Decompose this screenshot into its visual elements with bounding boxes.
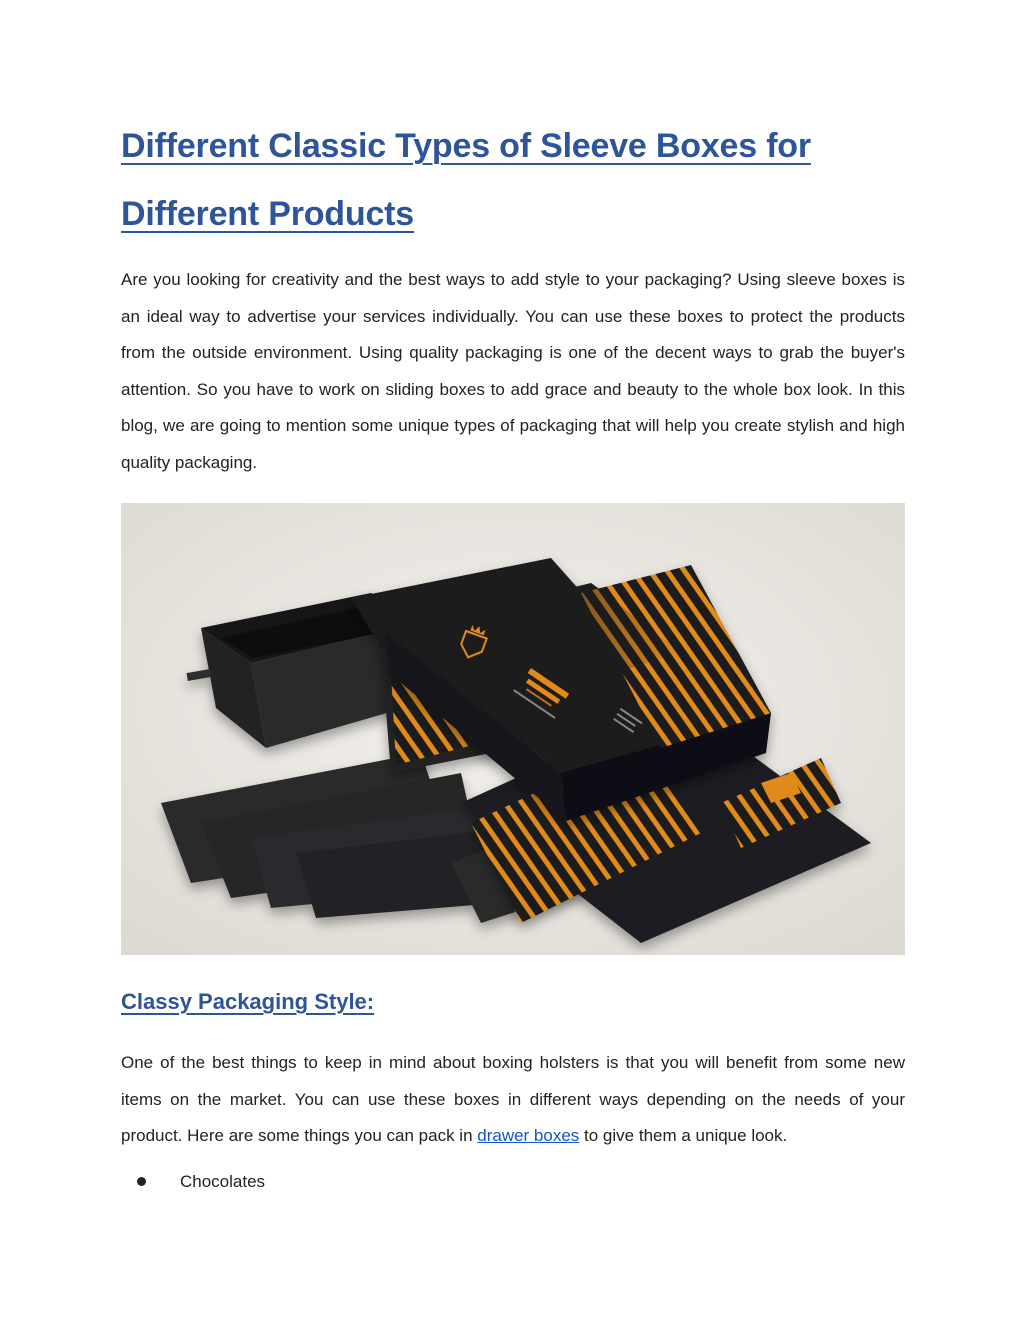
bullet-icon xyxy=(137,1177,146,1186)
article-title: Different Classic Types of Sleeve Boxes for Different Products xyxy=(121,127,811,233)
section-paragraph xyxy=(121,1045,905,1155)
intro-paragraph: Are you looking for creativity and the best ways to add style to your packaging? Using sleeve boxes is an ideal way to advertise your services individually. You can use these boxes to protect the products from the outside environment. Using quality packaging is one of the decent ways to grab the buyer's attention. So you have to work on sliding boxes to add grace and beauty to the whole box look. In this blog, we are going to mention some unique types of packaging that will help you create stylish and high quality packaging. xyxy=(121,270,905,472)
sleeve-boxes-photo xyxy=(121,503,905,955)
document-page xyxy=(121,112,905,1197)
list-item-label: Chocolates xyxy=(180,1171,266,1191)
list-item xyxy=(121,1167,905,1197)
section-text-start: One of the best things to keep in mind about boxing holsters is that you will benefit from some new items on the market. You can use these boxes in different ways depending on the needs of your product. Here are some things you can pack in xyxy=(121,1053,905,1145)
product-list xyxy=(121,1167,905,1197)
section-heading: Classy Packaging Style: xyxy=(121,989,375,1014)
section-text-end: to give them a unique look. xyxy=(579,1126,788,1145)
drawer-boxes-link[interactable]: drawer boxes xyxy=(477,1126,580,1145)
